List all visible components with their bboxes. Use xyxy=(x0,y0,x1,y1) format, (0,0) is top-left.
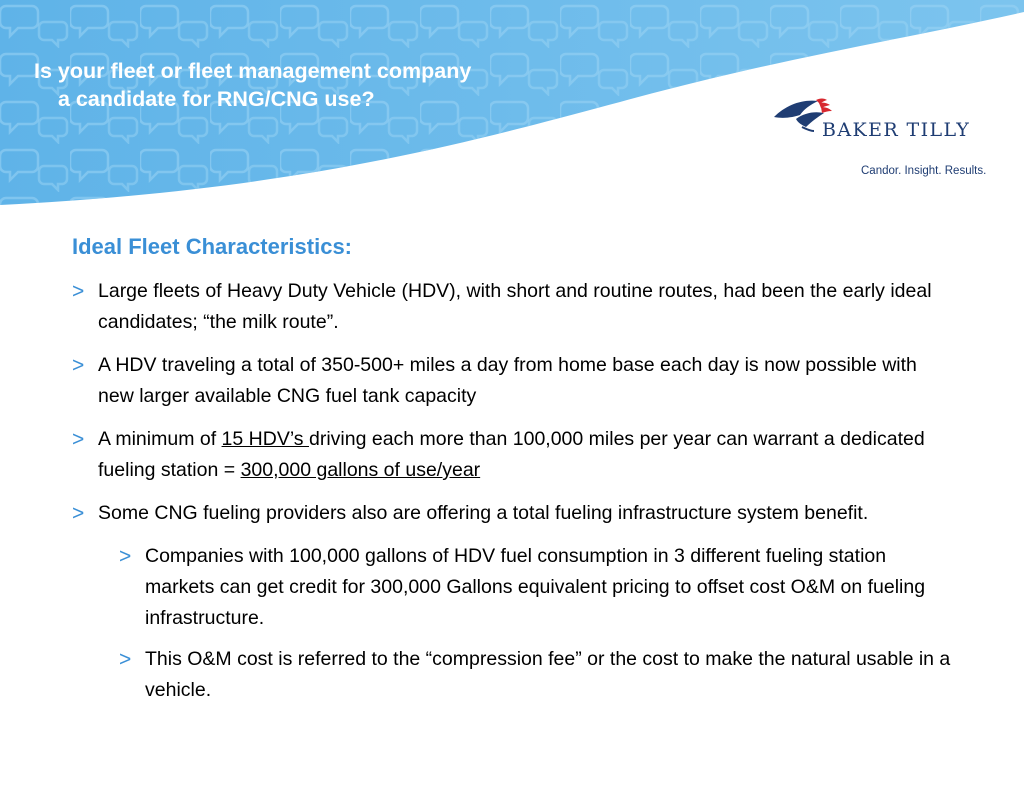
bullet-marker: > xyxy=(72,502,85,525)
bullet-text-part: A minimum of xyxy=(98,428,222,450)
slide-title xyxy=(34,57,594,113)
bullet-item xyxy=(72,350,952,412)
bullet-marker: > xyxy=(72,280,85,303)
sub-bullet-text: This O&M cost is referred to the “compression fee” or the cost to make the natural usable in a vehicle. xyxy=(145,648,951,701)
bullet-text: A HDV traveling a total of 350-500+ miles a day from home base each day is now possible with new larger available CNG fuel tank capacity xyxy=(98,354,917,407)
bullet-text-part: driving each more than 100,000 miles per year can warrant a dedicated fueling station = xyxy=(98,428,925,481)
bullet-text: Large fleets of Heavy Duty Vehicle (HDV), with short and routine routes, had been the early ideal candidates; “the milk route”. xyxy=(98,280,932,333)
bullet-item xyxy=(72,424,952,486)
bullet-marker: > xyxy=(72,354,85,377)
sub-bullet-text: Companies with 100,000 gallons of HDV fuel consumption in 3 different fueling station markets can get credit for 300,000 Gallons equivalent pricing to offset cost O&M on fueling infrastructure. xyxy=(145,545,926,629)
bullet-marker: > xyxy=(72,428,85,451)
bullet-item xyxy=(72,498,952,529)
section-heading: Ideal Fleet Characteristics: xyxy=(72,234,353,259)
content-body xyxy=(72,232,952,716)
sub-bullet-item xyxy=(119,541,952,634)
logo-name: BAKER TILLY xyxy=(822,119,971,141)
bullet-item xyxy=(72,276,952,338)
slide-title-line1: Is your fleet or fleet management company xyxy=(34,59,472,83)
logo-tagline: Candor. Insight. Results. xyxy=(861,165,987,177)
underlined-text: 15 HDV’s xyxy=(221,428,309,450)
slide-title-line2: a candidate for RNG/CNG use? xyxy=(58,87,375,111)
sub-bullet-item xyxy=(119,644,952,706)
bullet-marker: > xyxy=(119,545,132,568)
baker-tilly-logo xyxy=(772,95,992,185)
underlined-text: 300,000 gallons of use/year xyxy=(240,459,481,481)
bullet-text: Some CNG fueling providers also are offering a total fueling infrastructure system benefit. xyxy=(98,502,869,524)
bullet-marker: > xyxy=(119,648,132,671)
